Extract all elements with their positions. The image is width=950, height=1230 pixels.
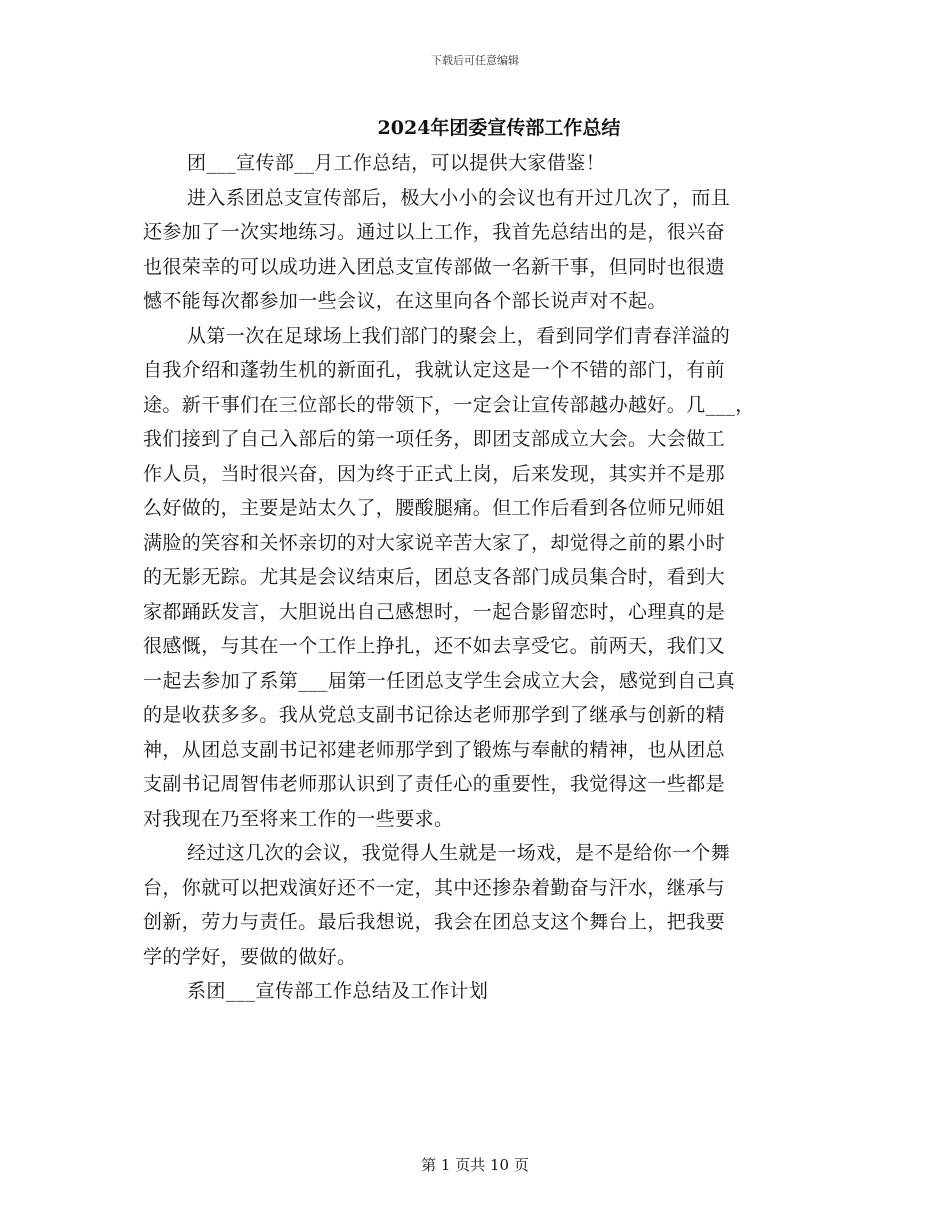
body-line: 作人员，当时很兴奋，因为终于正式上岗，后来发现，其实并不是那 — [143, 462, 726, 485]
body-line: 学的学好，要做的做好。 — [143, 945, 357, 968]
body-line: 憾不能每次都参加一些会议，在这里向各个部长说声对不起。 — [143, 290, 667, 312]
body-line: 途。新干事们在三位部长的带领下，一定会让宣传部越办越好。几___， — [143, 393, 755, 416]
body-line: 也很荣幸的可以成功进入团总支宣传部做一名新干事，但同时也很遗 — [143, 255, 726, 278]
body-line: 家都踊跃发言，大胆说出自己感想时，一起合影留恋时，心理真的是 — [143, 600, 726, 623]
body-line: 满脸的笑容和关怀亲切的对大家说辛苦大家了，却觉得之前的累小时 — [143, 531, 726, 554]
document-title — [0, 114, 950, 142]
body-line: 还参加了一次实地练习。通过以上工作，我首先总结出的是，很兴奋 — [143, 221, 726, 243]
body-line: 一起去参加了系第___届第一任团总支学生会成立大会，感觉到自己真 — [143, 669, 736, 692]
body-line: 系团___宣传部工作总结及工作计划 — [187, 980, 489, 1002]
body-line: 支副书记周智伟老师那认识到了责任心的重要性，我觉得这一些都是 — [143, 773, 726, 795]
body-line: 么好做的，主要是站太久了，腰酸腿痛。但工作后看到各位师兄师姐 — [143, 497, 726, 519]
body-line: 台，你就可以把戏演好还不一定，其中还掺杂着勤奋与汗水，继承与 — [143, 876, 726, 899]
body-line: 团___宣传部__月工作总结，可以提供大家借鉴！ — [187, 152, 606, 174]
page-header-note: 下载后可任意编辑 — [431, 54, 519, 67]
body-line: 对我现在乃至将来工作的一些要求。 — [143, 807, 454, 830]
body-line: 经过这几次的会议，我觉得人生就是一场戏，是不是给你一个舞 — [187, 842, 731, 864]
body-line: 的是收获多多。我从党总支副书记徐达老师那学到了继承与创新的精 — [143, 704, 726, 726]
page-number-footer: 第 1 页共 10 页 — [421, 1156, 529, 1174]
body-line: 进入系团总支宣传部后，极大小小的会议也有开过几次了，而且 — [187, 186, 731, 209]
body-line: 的无影无踪。尤其是会议结束后，团总支各部门成员集合时，看到大 — [143, 566, 726, 588]
document-title-text: 2024年团委宣传部工作总结 — [377, 117, 621, 139]
body-line: 我们接到了自己入部后的第一项任务，即团支部成立大会。大会做工 — [143, 428, 726, 450]
body-line: 神，从团总支副书记祁建老师那学到了锻炼与奉献的精神，也从团总 — [143, 738, 726, 761]
body-line: 自我介绍和蓬勃生机的新面孔，我就认定这是一个不错的部门，有前 — [143, 359, 726, 381]
body-line: 很感慨，与其在一个工作上挣扎，还不如去享受它。前两天，我们又 — [143, 635, 726, 657]
body-line: 创新，劳力与责任。最后我想说，我会在团总支这个舞台上，把我要 — [143, 911, 726, 933]
document-body — [143, 146, 817, 1009]
body-line: 从第一次在足球场上我们部门的聚会上，看到同学们青春洋溢的 — [187, 324, 731, 347]
